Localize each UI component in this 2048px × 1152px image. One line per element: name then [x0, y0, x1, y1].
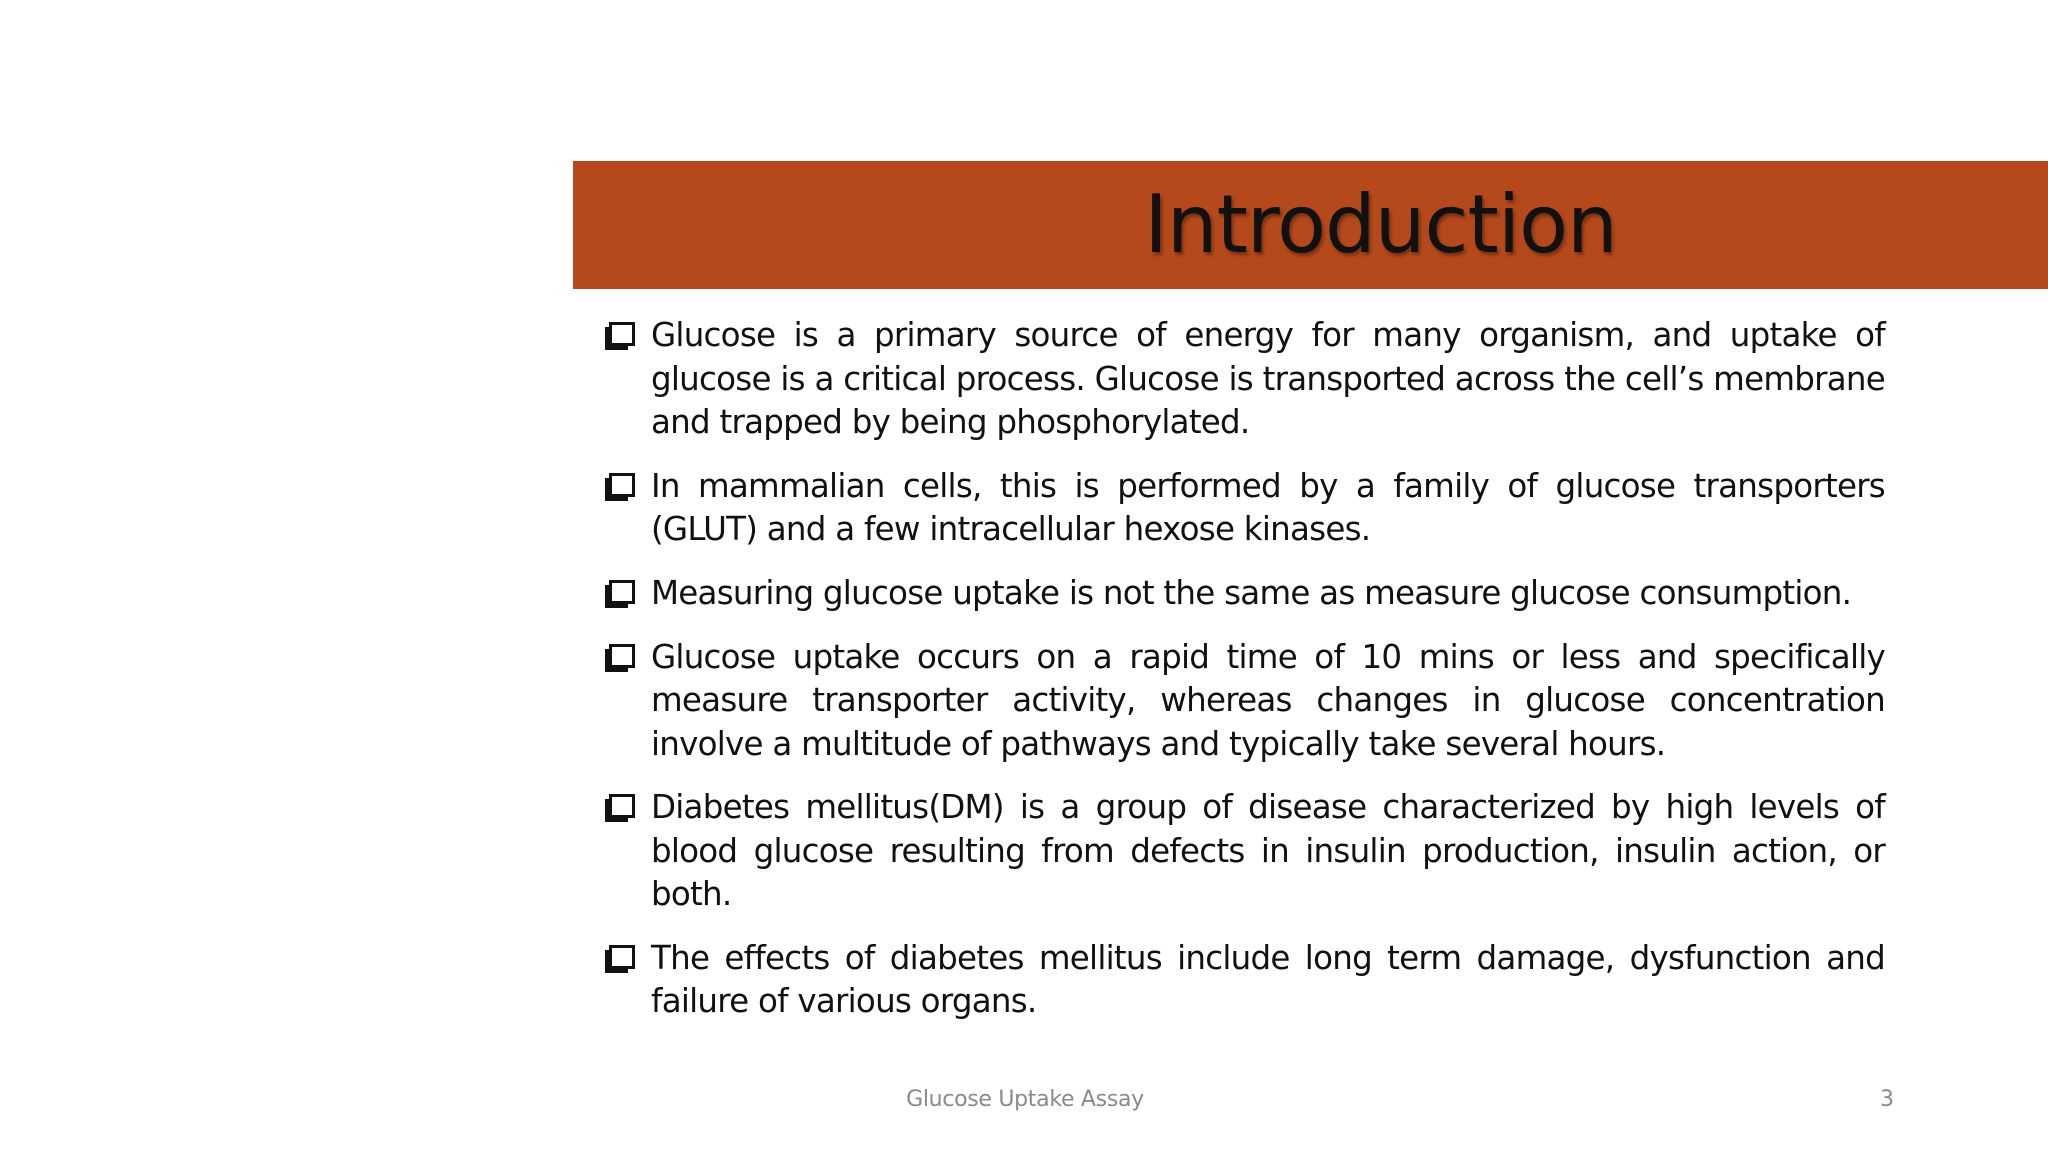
bullet-item	[605, 572, 1885, 616]
bullet-text: Glucose is a primary source of energy for many organism, and uptake of glucose is a critical process. Glucose is transported across the cell’s membrane and trapped by being phosphorylated.	[651, 316, 1885, 441]
checkbox-bullet-icon	[605, 314, 651, 358]
bullet-text: The effects of diabetes mellitus include long term damage, dysfunction and failure of various organs.	[651, 938, 1885, 1020]
checkbox-bullet-icon	[605, 786, 651, 830]
bullet-item	[605, 636, 1885, 767]
title-bar	[573, 161, 2048, 289]
page-number: 3	[1880, 1087, 1894, 1112]
bullet-text: Glucose uptake occurs on a rapid time of 10 mins or less and specifically measure transporter activity, whereas changes in glucose concentration involve a multitude of pathways and typically take several hours.	[651, 637, 1885, 763]
checkbox-bullet-icon	[605, 465, 651, 509]
bullet-list	[605, 314, 1885, 1044]
bullet-item	[605, 786, 1885, 917]
checkbox-bullet-icon	[605, 937, 651, 981]
bullet-text: In mammalian cells, this is performed by a family of glucose transporters (GLUT) and a few intracellular hexose kinases.	[651, 466, 1885, 548]
bullet-item	[605, 465, 1885, 552]
slide-footer: Glucose Uptake Assay	[906, 1087, 1144, 1112]
bullet-text: Diabetes mellitus(DM) is a group of disease characterized by high levels of blood glucose resulting from defects in insulin production, insulin action, or both.	[651, 788, 1885, 913]
slide-title: Introduction	[1144, 178, 1617, 271]
bullet-item	[605, 937, 1885, 1024]
bullet-item	[605, 314, 1885, 445]
bullet-text: Measuring glucose uptake is not the same as measure glucose consumption.	[651, 573, 1852, 612]
checkbox-bullet-icon	[605, 636, 651, 680]
checkbox-bullet-icon	[605, 572, 651, 616]
